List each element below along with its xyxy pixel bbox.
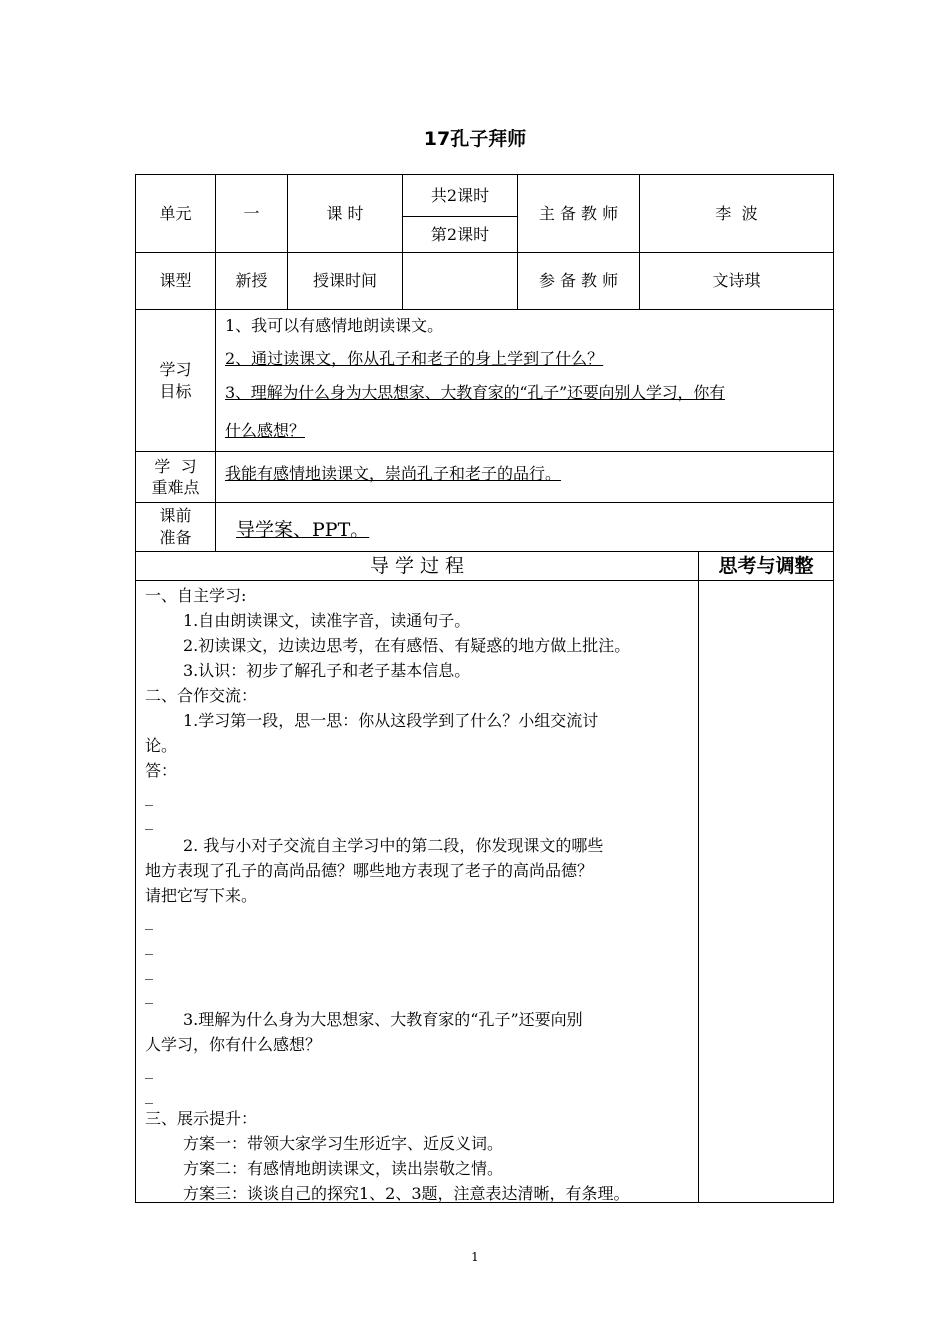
objectives-label [136,310,215,451]
objectives-label-line2: 目标 [159,381,192,401]
difficulty-label-line2: 重难点 [151,478,200,497]
preparation-label-line1: 课前 [159,506,192,525]
body-line: 3.理解为什么身为大思想家、大教育家的“孔子”还要向别 [183,1010,583,1029]
section-self-study: 一、自主学习: [145,586,247,605]
lesson-label: 课 时 [326,203,364,223]
preparation-label [136,503,215,551]
body-line: 2. 我与小对子交流自主学习中的第二段，你发现课文的哪些 [183,836,604,855]
unit-label: 单元 [159,203,192,223]
body-line: 1.学习第一段，思一思：你从这段学到了什么？小组交流讨 [183,711,599,730]
page-number: 1 [471,1250,479,1264]
body-line: 3.认识：初步了解孔子和老子基本信息。 [183,661,471,680]
body-line: 人学习，你有什么感想？ [145,1035,322,1054]
assist-teacher: 文诗琪 [712,271,761,290]
answer-label: 答： [145,761,178,780]
body-line: 论。 [145,736,178,755]
answer-blank: _ [145,811,153,830]
assist-teacher-label: 参 备 教 师 [538,271,619,290]
section-cooperation: 二、合作交流： [145,686,258,705]
answer-blank: _ [145,787,153,806]
page-title: 17孔子拜师 [423,128,527,150]
objective-item-4: 什么感想？ [225,421,306,440]
body-line: 方案二：有感情地朗读课文，读出崇敬之情。 [183,1159,504,1178]
body-line: 1.自由朗读课文，读准字音，读通句子。 [183,611,471,630]
answer-blank: _ [145,961,153,980]
answer-blank: _ [145,985,153,1004]
main-teacher-label: 主 备 教 师 [538,203,619,223]
time-value [403,253,517,309]
answer-blank: _ [145,1085,153,1104]
preparation-text: 导学案、PPT。 [236,519,370,541]
time-label: 授课时间 [312,271,377,290]
difficulty-text: 我能有感情地读课文，崇尚孔子和老子的品行。 [225,464,562,483]
section-showcase: 三、展示提升： [145,1109,258,1128]
objectives-label-line1: 学习 [159,359,192,379]
difficulty-label-line1: 学 习 [154,457,197,476]
preparation-label-line2: 准备 [159,528,192,547]
objective-item-3: 3、理解为什么身为大思想家、大教育家的“孔子”还要向别人学习，你有 [225,383,725,402]
body-line: 地方表现了孔子的高尚品德？哪些地方表现了老子的高尚品德？ [145,861,594,880]
answer-blank: _ [145,1060,153,1079]
difficulty-label [136,452,215,502]
type-value: 新授 [235,271,268,290]
answer-blank: _ [145,911,153,930]
objective-item-2: 2、通过读课文，你从孔子和老子的身上学到了什么？ [225,349,604,368]
body-line: 方案一：带领大家学习生形近字、近反义词。 [183,1134,504,1153]
current-lesson: 第2课时 [430,224,490,244]
body-line: 方案三：谈谈自己的探究1、2、3题，注意表达清晰，有条理。 [183,1184,630,1203]
unit-value: 一 [243,203,260,223]
reflection-header: 思考与调整 [718,555,814,577]
main-teacher: 李 波 [715,203,758,223]
answer-blank: _ [145,936,153,955]
body-line: 2.初读课文，边读边思考，在有感悟、有疑惑的地方做上批注。 [183,636,631,655]
process-header: 导 学 过 程 [369,555,465,577]
type-label: 课型 [159,271,192,290]
objective-item-1: 1、我可以有感情地朗读课文。 [225,316,444,335]
total-lessons: 共2课时 [430,185,490,205]
body-line: 请把它写下来。 [145,886,258,905]
